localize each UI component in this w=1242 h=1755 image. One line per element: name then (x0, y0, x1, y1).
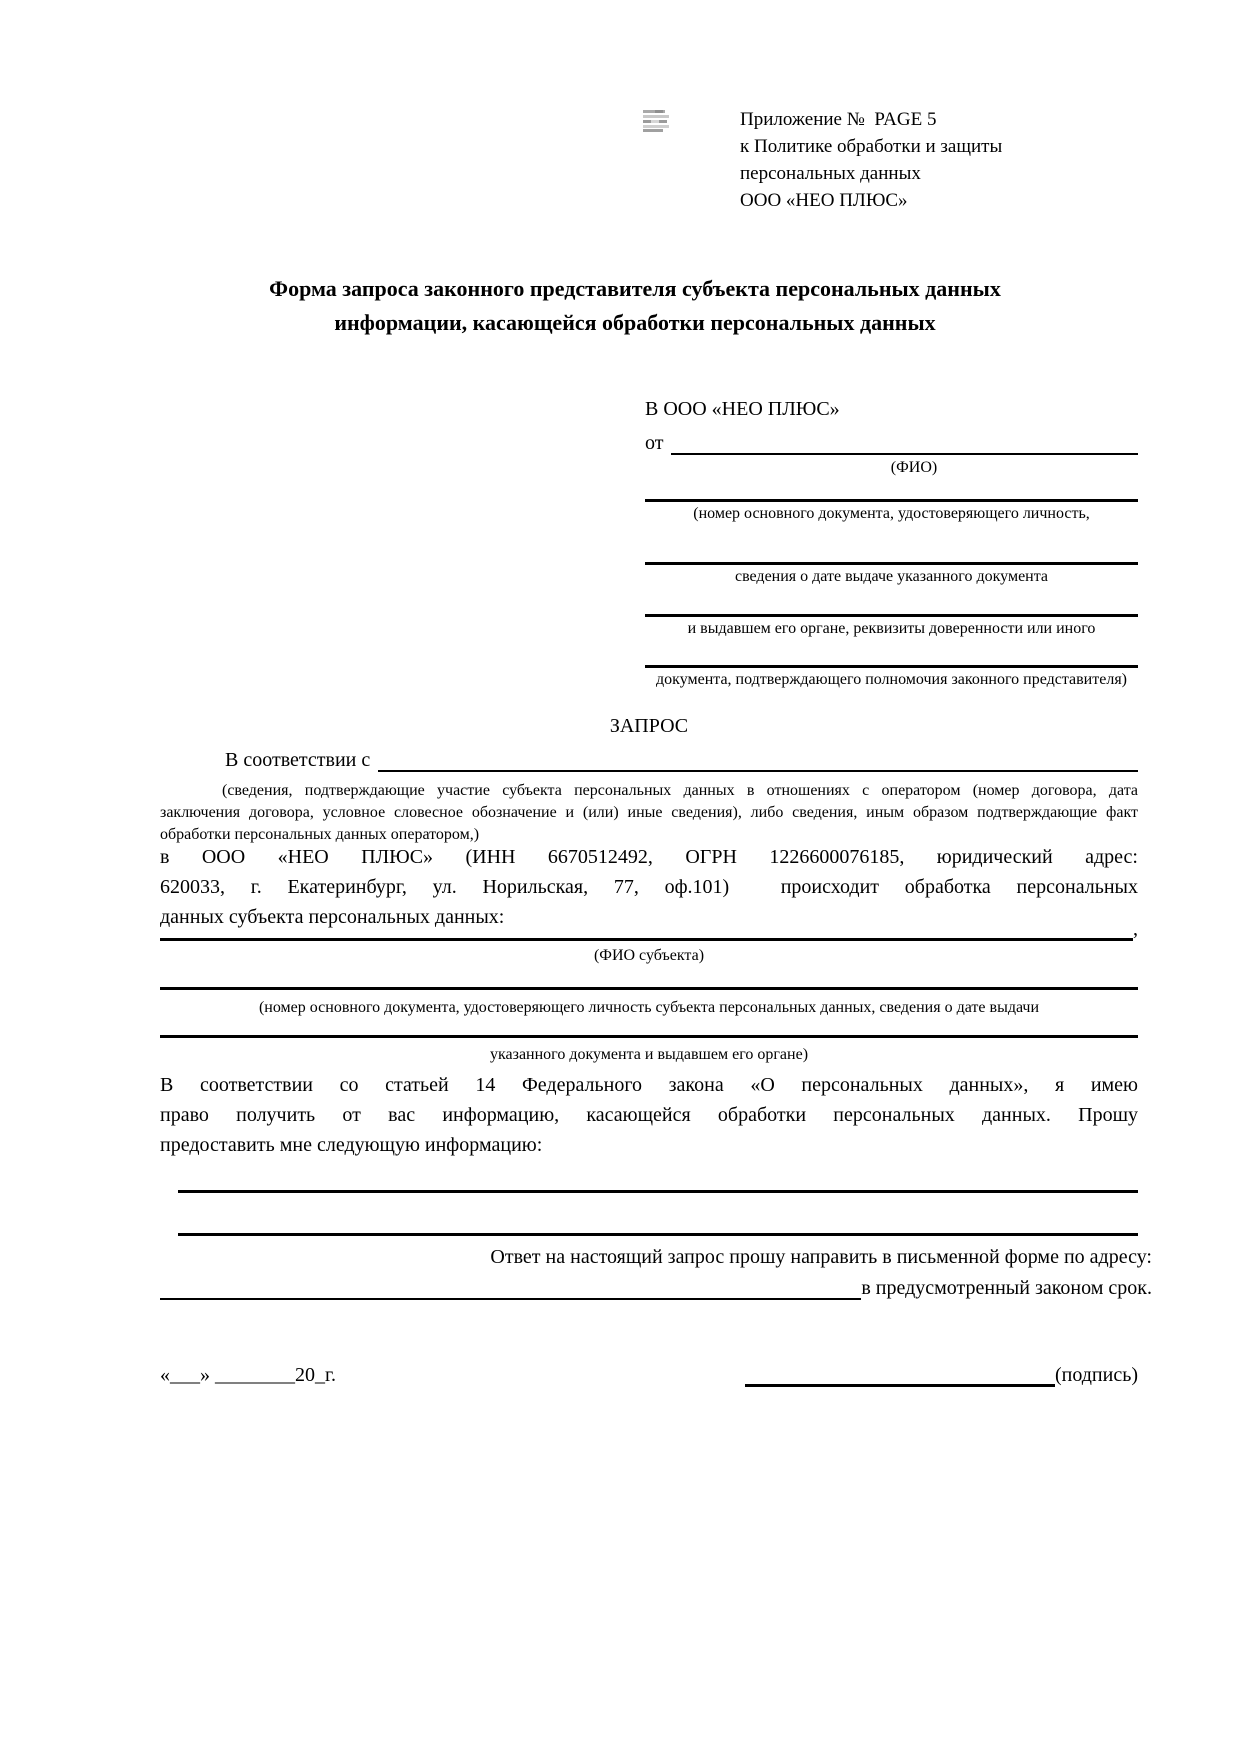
reply-address-line[interactable] (160, 1274, 861, 1300)
subject-doc-caption-2: указанного документа и выдавшем его органе) (489, 1046, 809, 1063)
basis-caption (160, 780, 1138, 846)
subject-fio-line[interactable] (160, 916, 1133, 941)
info-blank-line-1[interactable] (178, 1190, 1138, 1193)
rep-doc-caption-1: (номер основного документа, удостоверяющего личность, (693, 505, 1090, 522)
info-blank-line-2[interactable] (178, 1233, 1138, 1236)
rep-doc-line-4[interactable] (645, 665, 1138, 668)
basis-caption-line: обработки персональных данных оператором,) (160, 826, 480, 843)
operator-paragraph-line: данных субъекта персональных данных: (160, 906, 505, 928)
footer-row (160, 1362, 1138, 1387)
rep-doc-caption-4: документа, подтверждающего полномочия законного представителя) (656, 671, 1127, 688)
form-title-line1: Форма запроса законного представителя субъекта персональных данных (269, 276, 1001, 301)
appendix-line: ООО «НЕО ПЛЮС» (740, 190, 908, 211)
subject-doc-row-1 (160, 965, 1138, 990)
reply-suffix: в предусмотренный законом срок. (861, 1277, 1152, 1299)
form-title (132, 272, 1138, 340)
fio-caption: (ФИО) (890, 459, 938, 476)
appendix-block (740, 106, 1170, 214)
appendix-line: к Политике обработки и защиты (740, 136, 1003, 157)
basis-row (160, 746, 1138, 772)
signature-line[interactable] (745, 1362, 1055, 1387)
law-paragraph-line: В соответствии со статьей 14 Федерального закона «О персональных данных», я имею (160, 1074, 1138, 1096)
signature-caption: (подпись) (1054, 1364, 1138, 1386)
subject-doc-line-2[interactable] (160, 1013, 1138, 1038)
subject-doc-row-2 (160, 1013, 1138, 1038)
subject-fio-row (160, 916, 1138, 941)
law-paragraph (160, 1070, 1138, 1160)
law-paragraph-line: предоставить мне следующую информацию: (160, 1134, 543, 1156)
basis-input-line[interactable] (378, 746, 1138, 772)
subject-doc-line-1[interactable] (160, 965, 1138, 990)
law-paragraph-line: право получить от вас информацию, касающейся обработки персональных данных. Прошу (160, 1104, 1138, 1126)
signature-group (745, 1362, 1138, 1387)
embedded-object-icon (643, 108, 671, 134)
operator-paragraph-line: в ООО «НЕО ПЛЮС» (ИНН 6670512492, ОГРН 1226600076185, юридический адрес: (160, 846, 1138, 868)
form-title-line2: информации, касающейся обработки персональных данных (334, 310, 936, 335)
from-row (645, 430, 1138, 455)
subject-fio-suffix: , (1133, 918, 1138, 940)
rep-doc-line-3[interactable] (645, 614, 1138, 617)
operator-paragraph-line: 620033, г. Екатеринбург, ул. Норильская, 77, оф.101) происходит обработка персональных (160, 876, 1138, 898)
basis-caption-line: (сведения, подтверждающие участие субъекта персональных данных в отношениях с оператором (номер договора, дата (222, 782, 1138, 799)
subject-fio-caption: (ФИО субъекта) (593, 947, 705, 964)
from-label: от (645, 432, 664, 454)
date-line[interactable]: «___» ________20_г. (160, 1364, 336, 1386)
reply-address-row (160, 1274, 1152, 1300)
rep-doc-line-1[interactable] (645, 499, 1138, 502)
rep-doc-caption-3: и выдавшем его органе, реквизиты доверенности или иного (687, 620, 1096, 637)
appendix-line: персональных данных (740, 163, 921, 184)
basis-prefix: В соответствии с (225, 749, 371, 771)
subject-doc-caption-1: (номер основного документа, удостоверяющего личность субъекта персональных данных, сведения о дате выдачи (258, 999, 1040, 1016)
basis-caption-line: заключения договора, условное словесное обозначение и (или) иные сведения), либо сведения, иным образом подтверждающие факт (160, 804, 1138, 821)
addressee-org: В ООО «НЕО ПЛЮС» (645, 398, 840, 420)
reply-instruction: Ответ на настоящий запрос прошу направить в письменной форме по адресу: (490, 1246, 1152, 1268)
request-heading: ЗАПРОС (609, 715, 689, 737)
rep-doc-line-2[interactable] (645, 562, 1138, 565)
appendix-line: Приложение № PAGE 5 (740, 109, 937, 130)
rep-doc-caption-2: сведения о дате выдаче указанного документа (734, 568, 1049, 585)
from-input-line[interactable] (671, 430, 1138, 455)
